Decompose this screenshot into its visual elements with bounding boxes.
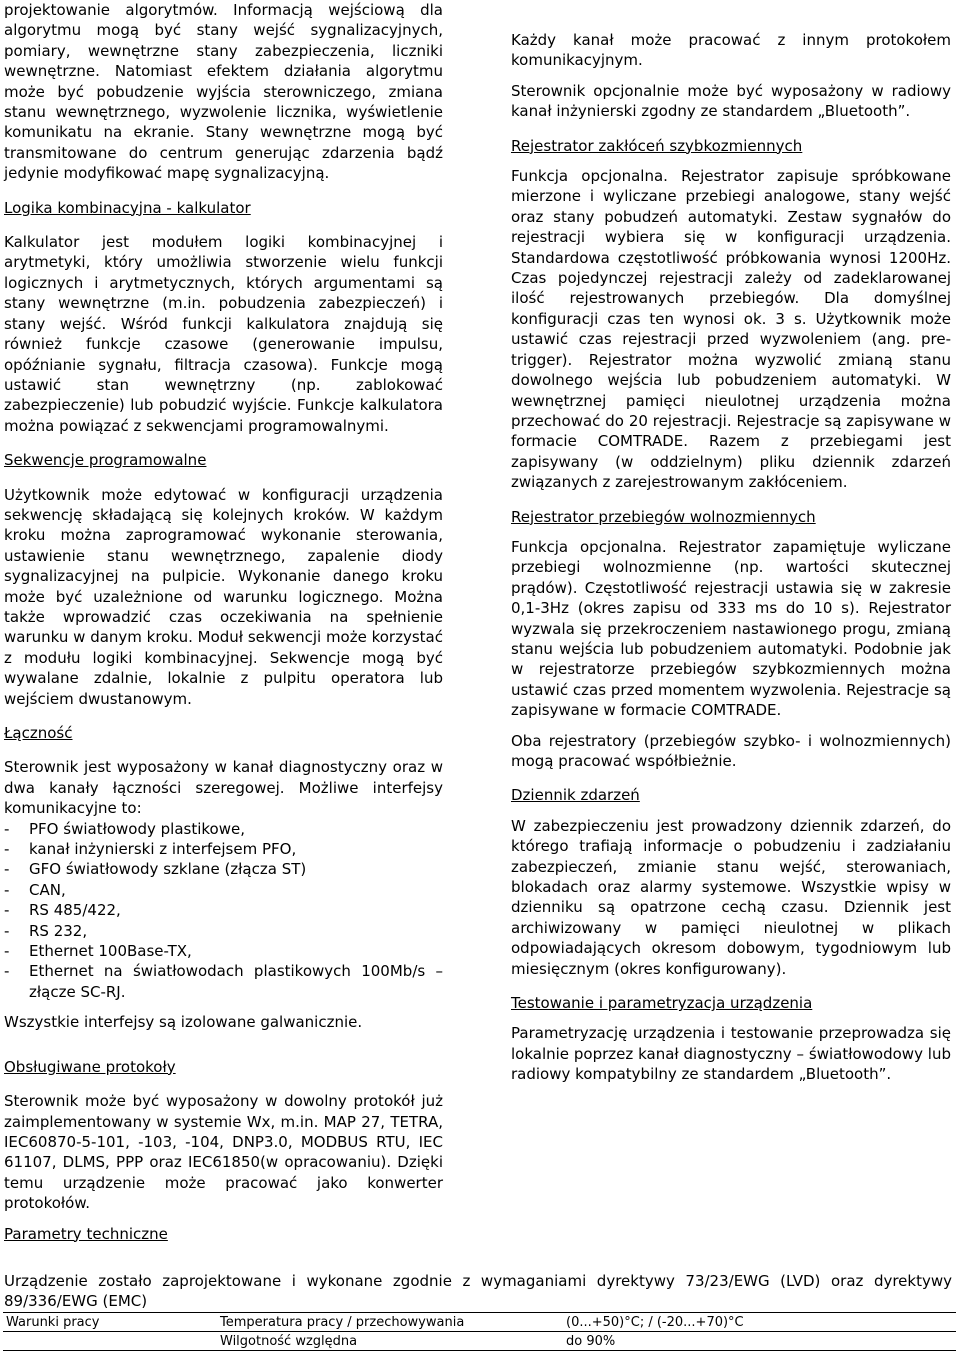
left-column bbox=[4, 0, 443, 1244]
table-row bbox=[3, 1332, 956, 1351]
list-item: - PFO światłowody plastikowe, bbox=[4, 819, 443, 839]
table-row bbox=[3, 1313, 956, 1332]
galwaniczne-paragraph: Wszystkie interfejsy są izolowane galwanicznie. bbox=[4, 1013, 363, 1032]
list-item: - RS 485/422, bbox=[4, 900, 443, 920]
table-cell bbox=[3, 1332, 217, 1351]
table-cell: Wilgotność względna bbox=[217, 1332, 563, 1351]
list-item: - CAN, bbox=[4, 880, 443, 900]
table-cell: Temperatura pracy / przechowywania bbox=[217, 1313, 563, 1332]
list-item: - GFO światłowody szklane (złącza ST) bbox=[4, 859, 443, 879]
testowanie-heading: Testowanie i parametryzacja urządzenia bbox=[511, 994, 813, 1013]
szybkie-paragraph: Funkcja opcjonalna. Rejestrator zapisuje spróbkowane mierzone i wyliczane przebiegi analogowe, stany wejść oraz stany pobudzeń automatyki. Zestaw sygnałów do rejestracji wybiera się w konfiguracji urządzenia. Standardowa częstotliwość próbkowania wynosi 1200Hz. Czas pojedynczej rejestracji zależy od zadeklarowanej ilość rejestrowanych przebiegów. Dla domyślnej konfiguracji czas ten wynosi ok. 3 s. Użytkownik może ustawić czas rejestracji przed wyzwoleniem (ang. pre-trigger). Rejestrator można wyzwolić zmianą stanu dowolnego wejścia lub pobudzeniem automatyki. W wewnętrznej pamięci nieulotnej urządzenia można przechować do 20 rejestracji. Rejestracje są zapisywane w formacie COMTRADE. Razem z przebiegami jest zapisywany (w oddzielnym) pliku dziennik zdarzeń związanych z zarejestrowanym zakłóceniem. bbox=[511, 167, 951, 492]
kanal-paragraph: Każdy kanał może pracować z innym protokołem komunikacyjnym. bbox=[511, 31, 951, 70]
sekwencje-paragraph: Użytkownik może edytować w konfiguracji urządzenia sekwencję składającą się kolejnych kroków. W każdym kroku można zaprogramować wykonanie sterowania, ustawienie stanu wewnętrznego, zapalenie diody sygnalizacyjnej na pulpicie. Wykonanie danego kroku może być uzależnione od warunku logicznego. Można także wprowadzić czas oczekiwania na spełnienie warunku w danym kroku. Moduł sekwencji może korzystać z modułu logiki kombinacyjnej. Sekwencje mogą być wywalane zdalnie, lokalnie z pulpitu operatora lub wejściem dwustanowym. bbox=[4, 485, 443, 708]
right-column bbox=[511, 30, 951, 1085]
protokoly-paragraph: Sterownik może być wyposażony w dowolny protokół już zaimplementowany w systemie Wx, m.in. MAP 27, TETRA, IEC60870-5-101, -103, -104, DNP3.0, MODBUS RTU, IEC 61107, DLMS, PPP oraz IEC61850(w opracowaniu). Dzięki temu urządzenie może pracować jako konwerter protokołów. bbox=[4, 1092, 443, 1213]
oba-paragraph: Oba rejestratory (przebiegów szybko- i wolnozmiennych) mogą pracować współbieżnie. bbox=[511, 731, 951, 770]
protokoly-heading: Obsługiwane protokoły bbox=[4, 1057, 176, 1076]
dziennik-paragraph: W zabezpieczeniu jest prowadzony dziennik zdarzeń, do którego trafiają informacje o pobudzeniu i zadziałaniu zabezpieczeń, zmianie stanu wejść, sterowaniach, blokadach oraz alarmy systemowe. Wszystkie wpisy w dzienniku są opatrzone cechą czasu. Dziennik jest archiwizowany w pamięci nieulotnej w plikach odpowiadających okresom dobowym, tygodniowym lub miesięcznym (okres konfigurowany). bbox=[511, 816, 951, 978]
dziennik-heading: Dziennik zdarzeń bbox=[511, 786, 640, 805]
szybkie-heading: Rejestrator zakłóceń szybkozmiennych bbox=[511, 136, 803, 155]
lacznosc-heading: Łączność bbox=[4, 724, 73, 742]
lacznosc-paragraph: Sterownik jest wyposażony w kanał diagnostyczny oraz w dwa kanały łączności szeregowej. Możliwe interfejsy komunikacyjne to: bbox=[4, 758, 443, 818]
parametry-heading: Parametry techniczne bbox=[4, 1224, 168, 1243]
interfaces-list bbox=[4, 819, 443, 1003]
sekwencje-heading: Sekwencje programowalne bbox=[4, 451, 207, 470]
list-item: - Ethernet na światłowodach plastikowych 100Mb/s – złącze SC-RJ. bbox=[4, 961, 443, 1002]
wolne-heading: Rejestrator przebiegów wolnozmiennych bbox=[511, 507, 816, 526]
logika-heading: Logika kombinacyjna - kalkulator bbox=[4, 198, 251, 217]
table-cell: do 90% bbox=[563, 1332, 956, 1351]
testowanie-paragraph: Parametryzację urządzenia i testowanie przeprowadza się lokalnie poprzez kanał diagnostyczny – światłowodowy lub radiowy kompatybilny ze standardem „Bluetooth”. bbox=[511, 1024, 951, 1084]
list-item: - RS 232, bbox=[4, 921, 443, 941]
logika-paragraph: Kalkulator jest modułem logiki kombinacyjnej i arytmetyki, który umożliwia stworzenie wielu funkcji logicznych i arytmetycznych, których argumentami są stany wewnętrzne (m.in. pobudzenia zabezpieczeń) i stany wejść. Wśród funkcji kalkulatora znajdują się również funkcje czasowe (generowanie impulsu, opóźnianie sygnału, filtracja czasowa). Funkcje mogą ustawić stan wewnętrzny (np. zablokować zabezpieczenie) lub pobudzić wyjście. Funkcje kalkulatora można powiązać z sekwencjami programowalnymi. bbox=[4, 233, 443, 435]
list-item: - Ethernet 100Base-TX, bbox=[4, 941, 443, 961]
compliance-paragraph: Urządzenie zostało zaprojektowane i wykonane zgodnie z wymaganiami dyrektywy 73/23/EWG (LVD) oraz dyrektywy 89/336/EWG (EMC) bbox=[4, 1272, 952, 1311]
table-cell: (0...+50)°C; / (-20...+70)°C bbox=[563, 1313, 956, 1332]
intro-paragraph: projektowanie algorytmów. Informacją wejściową dla algorytmu mogą być stany wejść sygnalizacyjnych, pomiary, wewnętrzne stany zabezpieczenia, liczniki wewnętrzne. Natomiast efektem działania algorytmu może być pobudzenie wyjścia sterowniczego, zmiana stanu wewnętrznego, wyzwolenie licznika, wyświetlenie komunikatu na ekranie. Stany wewnętrzne mogą być transmitowane do centrum generując zdarzenia bądź jedynie modyfikować mapę sygnalizacyjną. bbox=[4, 1, 443, 183]
parameters-table bbox=[3, 1312, 956, 1351]
bluetooth-paragraph: Sterownik opcjonalnie może być wyposażony w radiowy kanał inżynierski zgodny ze standardem „Bluetooth”. bbox=[511, 81, 951, 121]
table-cell: Warunki pracy bbox=[3, 1313, 217, 1332]
wolne-paragraph: Funkcja opcjonalna. Rejestrator zapamiętuje wyliczane przebiegi wolnozmienne (np. wartości skutecznej prądów). Częstotliwość rejestracji ustawia się w zakresie 0,1-3Hz (okres zapisu od 333 ms do 10 s). Rejestrator wyzwala się przekroczeniem nastawionego progu, zmianą stanu wejścia lub pobudzeniem automatyki. Podobnie jak w rejestratorze przebiegów szybkozmiennych można ustawić czas przed momentem wyzwolenia. Rejestracje są zapisywane w formacie COMTRADE. bbox=[511, 537, 951, 720]
list-item: - kanał inżynierski z interfejsem PFO, bbox=[4, 839, 443, 859]
